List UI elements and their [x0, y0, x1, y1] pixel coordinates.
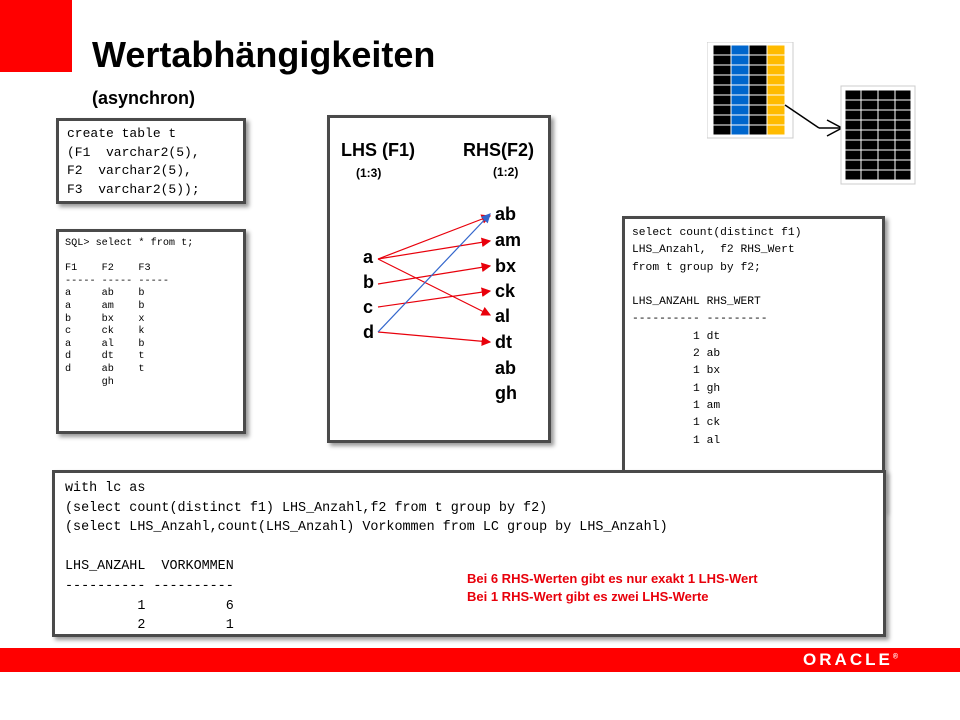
arrow-a-am	[378, 241, 490, 259]
rhs-value: ck	[495, 281, 516, 301]
note-line: Bei 6 RHS-Werten gibt es nur exakt 1 LHS-Wert	[467, 571, 758, 586]
arrow-d-ab	[378, 214, 490, 332]
note-line: Bei 1 RHS-Wert gibt es zwei LHS-Werte	[467, 589, 709, 604]
create-table-panel	[56, 118, 246, 204]
table-icon-right	[841, 86, 915, 184]
with-query-code: with lc as (select count(distinct f1) LHS_Anzahl,f2 from t group by f2) (select LHS_Anzahl,count(LHS_Anzahl) Vorkommen from LC group by LHS_Anzahl) LHS_ANZAHL VORKOMMEN ---------- ---------- 1 6 2 1	[65, 481, 668, 634]
lhs-value: c	[363, 297, 374, 317]
page-title: Wertabhängigkeiten	[92, 34, 436, 75]
rhs-value: ab	[495, 358, 517, 378]
rhs-value: gh	[495, 383, 517, 403]
lhs-header: LHS (F1)	[341, 140, 415, 160]
select-output-code: SQL> select * from t; F1 F2 F3 ----- ----- ----- a ab b a am b b bx x c ck k a al b d dt t d ab t gh	[65, 238, 194, 388]
lhs-ratio: (1:3)	[356, 166, 382, 180]
count-query-code: select count(distinct f1) LHS_Anzahl, f2 RHS_Wert from t group by f2; LHS_ANZAHL RHS_WERT ---------- --------- 1 dt 2 ab 1 bx 1 gh 1 am 1 ck 1 al	[632, 227, 802, 447]
arrow-c-ck	[378, 291, 490, 307]
rhs-value: al	[495, 306, 511, 326]
lhs-value: a	[363, 247, 374, 267]
rhs-value: am	[495, 230, 522, 250]
mapping-arrows	[330, 118, 548, 440]
lhs-value: d	[363, 322, 374, 342]
page-subtitle: (asynchron)	[92, 88, 196, 108]
rhs-value: ab	[495, 204, 517, 224]
with-query-panel	[52, 470, 886, 637]
count-query-panel	[622, 216, 885, 512]
relationship-connector	[785, 105, 842, 136]
mapping-panel	[327, 115, 551, 443]
arrow-a-al	[378, 259, 490, 315]
rhs-value: bx	[495, 256, 517, 276]
arrow-b-bx	[378, 266, 490, 284]
rhs-header: RHS(F2)	[463, 140, 534, 160]
table-icon-left	[707, 42, 793, 138]
oracle-logo: ORACLE®	[803, 650, 898, 669]
select-output-panel	[56, 229, 246, 434]
brand-red-block	[0, 0, 72, 72]
table-relationship-icon	[707, 42, 917, 187]
rhs-value: dt	[495, 332, 512, 352]
rhs-ratio: (1:2)	[493, 165, 519, 179]
create-table-code: create table t (F1 varchar2(5), F2 varchar2(5), F3 varchar2(5));	[67, 126, 200, 197]
lhs-value: b	[363, 272, 374, 292]
footer-bar	[0, 648, 960, 672]
arrow-d-dt	[378, 332, 490, 342]
arrow-a-ab	[378, 216, 490, 259]
